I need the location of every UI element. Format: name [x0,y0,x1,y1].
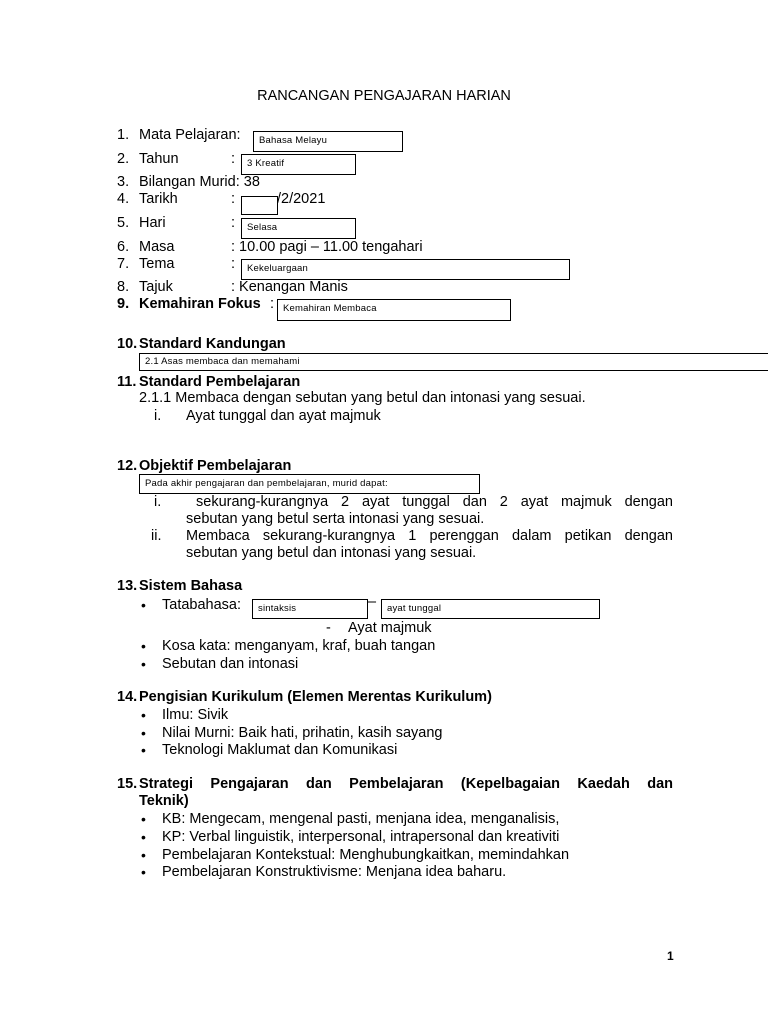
label-tahun: Tahun [139,151,179,167]
section-number: 13. [117,578,138,594]
colon: : [231,151,236,167]
item-number: 8. [117,279,130,295]
item-number: 5. [117,215,130,231]
section-number: 15. [117,776,138,792]
objektif-ii-line2: sebutan yang betul dan intonasi yang sesuai. [186,545,477,561]
section-number: 11. [117,374,137,390]
colon: : [231,215,236,231]
field-standard-kandungan: 2.1 Asas membaca dan memahami [139,353,768,371]
ilmu: Ilmu: Sivik [162,707,229,723]
teknologi-maklumat: Teknologi Maklumat dan Komunikasi [162,742,398,758]
bullet-icon: • [141,597,146,613]
field-sintaksis: sintaksis [252,599,368,619]
objektif-i-line1: sekurang-kurangnya 2 ayat tunggal dan 2 ayat majmuk dengan [196,494,673,510]
strategi-kb: KB: Mengecam, mengenal pasti, menjana idea, menganalisis, [162,811,560,827]
sub-dash: - [326,620,331,636]
bullet-icon: • [141,656,146,672]
strategi-kontekstual: Pembelajaran Kontekstual: Menghubungkaitkan, memindahkan [162,847,570,863]
heading-strategi-line1: Strategi Pengajaran dan Pembelajaran (Kepelbagaian Kaedah dan [139,776,673,792]
section-number: 12. [117,458,138,474]
tatabahasa-label: Tatabahasa: [162,597,242,613]
field-tahun: 3 Kreatif [241,154,356,175]
strategi-kp: KP: Verbal linguistik, interpersonal, intrapersonal dan kreativiti [162,829,560,845]
field-objektif: Pada akhir pengajaran dan pembelajaran, murid dapat: [139,474,480,494]
nilai-murni: Nilai Murni: Baik hati, prihatin, kasih sayang [162,725,443,741]
heading-standard-kandungan: Standard Kandungan [139,336,286,352]
label-tarikh: Tarikh [139,191,178,207]
heading-standard-pembelajaran: Standard Pembelajaran [139,374,301,390]
label-tema: Tema [139,256,175,272]
item-number: 4. [117,191,130,207]
sebutan-intonasi: Sebutan dan intonasi [162,656,299,672]
bullet-icon: • [141,847,146,863]
bullet-icon: • [141,829,146,845]
sub-number: i. [154,494,162,510]
value-tarikh: /2/2021 [277,191,326,207]
kosa-kata: Kosa kata: menganyam, kraf, buah tangan [162,638,436,654]
label-masa: Masa [139,239,175,255]
item-number: 6. [117,239,130,255]
bullet-icon: • [141,742,146,758]
bullet-icon: • [141,864,146,880]
label-tajuk: Tajuk [139,279,173,295]
heading-objektif-pembelajaran: Objektif Pembelajaran [139,458,292,474]
bullet-icon: • [141,725,146,741]
item-number: 3. [117,174,130,190]
field-tema: Kekeluargaan [241,259,570,280]
value-masa: : 10.00 pagi – 11.00 tengahari [231,239,423,255]
label-kemahiran-fokus: Kemahiran Fokus [139,296,261,312]
field-mata-pelajaran: Bahasa Melayu [253,131,403,152]
bullet-icon: • [141,707,146,723]
field-tarikh-day [241,196,278,215]
item-number: 1. [117,127,130,143]
heading-strategi-line2: Teknik) [139,793,189,809]
objektif-ii-line1: Membaca sekurang-kurangnya 1 perenggan dalam petikan dengan [186,528,673,544]
label-hari: Hari [139,215,166,231]
page-title: RANCANGAN PENGAJARAN HARIAN [257,88,511,104]
page-number: 1 [667,949,674,963]
label-bilangan-murid: Bilangan Murid: 38 [139,174,260,190]
heading-sistem-bahasa: Sistem Bahasa [139,578,243,594]
sub-number: i. [154,408,162,424]
colon: : [270,296,275,312]
sub-number: ii. [151,528,162,544]
item-number: 2. [117,151,130,167]
heading-pengisian-kurikulum: Pengisian Kurikulum (Elemen Merentas Kurikulum) [139,689,492,705]
section-number: 14. [117,689,138,705]
sub-text: Ayat tunggal dan ayat majmuk [186,408,381,424]
item-number: 7. [117,256,130,272]
objektif-i-line2: sebutan yang betul serta intonasi yang sesuai. [186,511,485,527]
dash: – [368,594,377,610]
colon: : [231,256,236,272]
field-kemahiran-fokus: Kemahiran Membaca [277,299,511,321]
bullet-icon: • [141,811,146,827]
bullet-icon: • [141,638,146,654]
standard-pembelajaran-text: 2.1.1 Membaca dengan sebutan yang betul dan intonasi yang sesuai. [139,390,586,406]
item-number: 9. [117,296,130,312]
sub-ayat-majmuk: Ayat majmuk [348,620,432,636]
label-mata-pelajaran: Mata Pelajaran: [139,127,241,143]
value-tajuk: : Kenangan Manis [231,279,348,295]
strategi-konstruktivisme: Pembelajaran Konstruktivisme: Menjana idea baharu. [162,864,507,880]
section-number: 10. [117,336,138,352]
field-hari: Selasa [241,218,356,239]
colon: : [231,191,236,207]
field-ayat-tunggal: ayat tunggal [381,599,600,619]
